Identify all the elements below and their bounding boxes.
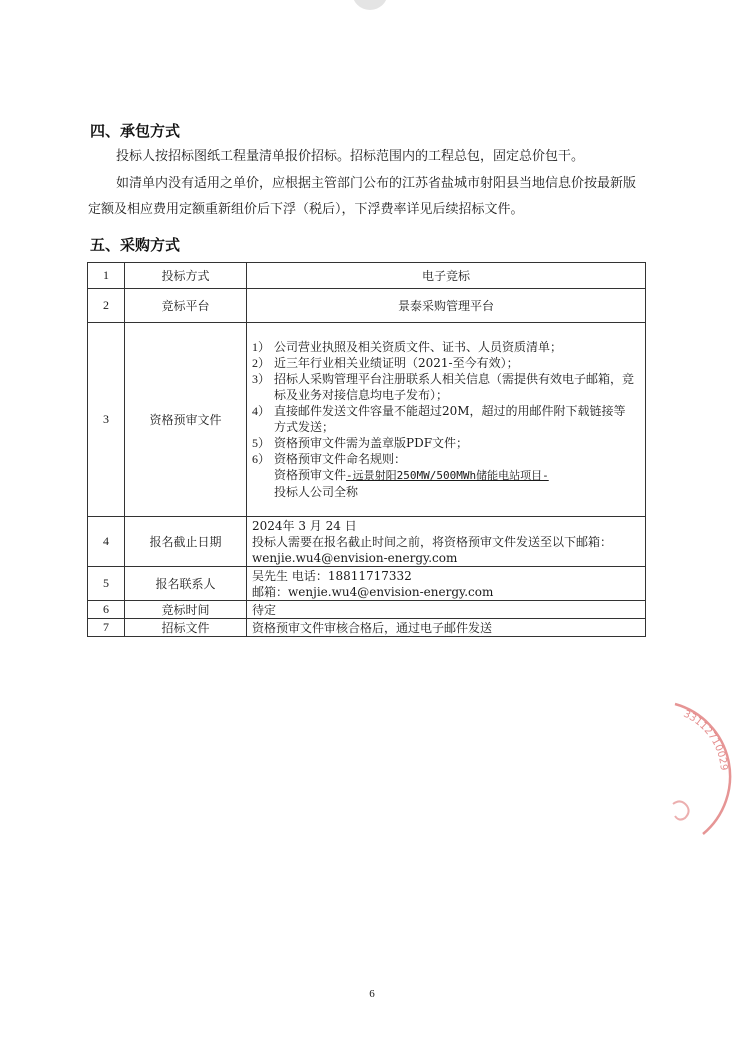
row-number: 1 <box>88 263 125 289</box>
procurement-table <box>87 262 646 637</box>
deadline-date: 2024年 3 月 24 日 <box>252 518 357 533</box>
table-row <box>88 263 646 289</box>
list-item: 6） 资格预审文件命名规则： 资格预审文件-远景射阳250MW/500MWh储能电站项目- 投标人公司全称 <box>252 452 549 499</box>
row-item: 资格预审文件 <box>125 323 247 517</box>
row-item: 报名联系人 <box>125 567 247 601</box>
page-number: 6 <box>369 988 375 1000</box>
row-number: 5 <box>88 567 125 601</box>
seal-number: 33112710029 <box>681 708 729 772</box>
contact-phone: 吴先生 电话：18811717332 <box>252 568 412 583</box>
row-number: 7 <box>88 619 125 637</box>
row-content <box>247 567 646 601</box>
row-item: 报名截止日期 <box>125 517 247 567</box>
table-row <box>88 323 646 517</box>
binding-hole <box>352 0 388 10</box>
row-number: 6 <box>88 601 125 619</box>
section4-paragraph-1: 投标人按招标图纸工程量清单报价招标。招标范围内的工程总包，固定总价包干。 <box>116 149 585 164</box>
table-row <box>88 619 646 637</box>
row-content: 电子竞标 <box>247 263 646 289</box>
list-item: 1） 公司营业执照及相关资质文件、证书、人员资质清单； <box>252 340 563 354</box>
list-item: 4） 直接邮件发送文件容量不能超过20M，超过的用邮件附下载链接等方式发送； <box>252 404 626 434</box>
section4-heading: 四、承包方式 <box>90 122 181 140</box>
row-item: 竞标时间 <box>125 601 247 619</box>
list-item: 2） 近三年行业相关业绩证明（2021-至今有效）； <box>252 356 519 370</box>
row-content <box>247 517 646 567</box>
table-row <box>88 567 646 601</box>
table-row <box>88 517 646 567</box>
row-content: 景泰采购管理平台 <box>247 289 646 323</box>
table-row <box>88 601 646 619</box>
row-item: 投标方式 <box>125 263 247 289</box>
row-number: 4 <box>88 517 125 567</box>
section4-paragraph-2: 如清单内没有适用之单价，应根据主管部门公布的江苏省盐城市射阳县当地信息价按最新版定额及相应费用定额重新组价后下浮（税后），下浮费率详见后续招标文件。 <box>88 176 637 217</box>
deadline-text: 投标人需要在报名截止时间之前，将资格预审文件发送至以下邮箱： <box>252 534 613 549</box>
email-link[interactable]: wenjie.wu4@envision-energy.com <box>252 550 458 565</box>
row-content <box>247 323 646 517</box>
qualification-list <box>252 339 645 500</box>
row-number: 3 <box>88 323 125 517</box>
row-content: 待定 <box>247 601 646 619</box>
contact-email[interactable]: 邮箱：wenjie.wu4@envision-energy.com <box>252 584 494 599</box>
company-seal <box>645 694 744 844</box>
section5-heading: 五、采购方式 <box>90 236 181 254</box>
row-number: 2 <box>88 289 125 323</box>
naming-project: -远景射阳250MW/500MWh储能电站项目- <box>346 469 549 482</box>
row-content: 资格预审文件审核合格后，通过电子邮件发送 <box>247 619 646 637</box>
row-item: 招标文件 <box>125 619 247 637</box>
table-row <box>88 289 646 323</box>
row-item: 竞标平台 <box>125 289 247 323</box>
list-item: 3） 招标人采购管理平台注册联系人相关信息（需提供有效电子邮箱，竞标及业务对接信息均电子发布）； <box>252 372 635 402</box>
list-item: 5） 资格预审文件需为盖章版PDF文件； <box>252 436 469 450</box>
